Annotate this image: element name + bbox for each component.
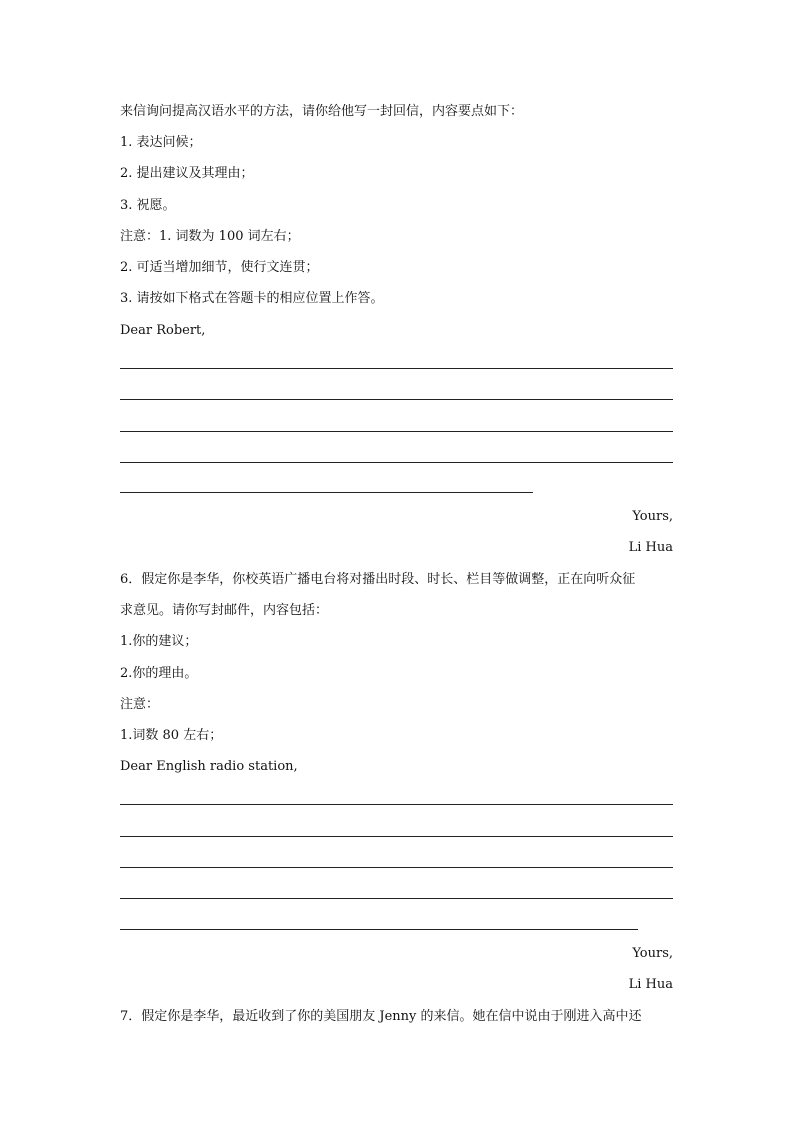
task6-closing: Yours, [632, 946, 673, 961]
task5-note-3: 3. 请按如下格式在答题卡的相应位置上作答。 [120, 291, 384, 306]
task5-point-3: 3. 祝愿。 [120, 198, 176, 213]
task5-signature: Li Hua [628, 540, 673, 555]
answer-line [120, 399, 673, 400]
answer-line [120, 431, 673, 432]
answer-line [120, 836, 673, 837]
task5-note-2: 2. 可适当增加细节，使行文连贯； [120, 260, 319, 275]
answer-line [120, 804, 673, 805]
task7-prompt-line-1: 7．假定你是李华，最近收到了你的美国朋友 Jenny 的来信。她在信中说由于刚进入高中还 [120, 1009, 642, 1024]
task6-signature: Li Hua [628, 977, 673, 992]
task5-closing: Yours, [632, 509, 673, 524]
task6-point-1: 1.你的建议； [120, 634, 198, 649]
answer-line-short [120, 492, 533, 493]
task5-point-2: 2. 提出建议及其理由； [120, 166, 254, 181]
task6-note-label: 注意： [120, 697, 160, 712]
task6-point-2: 2.你的理由。 [120, 666, 198, 681]
task5-point-1: 1. 表达问候； [120, 135, 202, 150]
answer-line [120, 867, 673, 868]
answer-line [120, 898, 673, 899]
answer-line [120, 462, 673, 463]
answer-line [120, 368, 673, 369]
task5-intro: 来信询问提高汉语水平的方法，请你给他写一封回信，内容要点如下： [120, 104, 524, 119]
task6-prompt-line-2: 求意见。请你写封邮件，内容包括： [120, 603, 329, 618]
answer-line-short [120, 929, 638, 930]
task6-note-item: 1.词数 80 左右； [120, 728, 223, 743]
task6-prompt-line-1: 6．假定你是李华，你校英语广播电台将对播出时段、时长、栏目等做调整，正在向听众征 [120, 572, 636, 587]
task6-salutation: Dear English radio station, [120, 759, 298, 774]
task5-salutation: Dear Robert, [120, 323, 206, 338]
task5-note-1: 注意：1. 词数为 100 词左右； [120, 229, 300, 244]
